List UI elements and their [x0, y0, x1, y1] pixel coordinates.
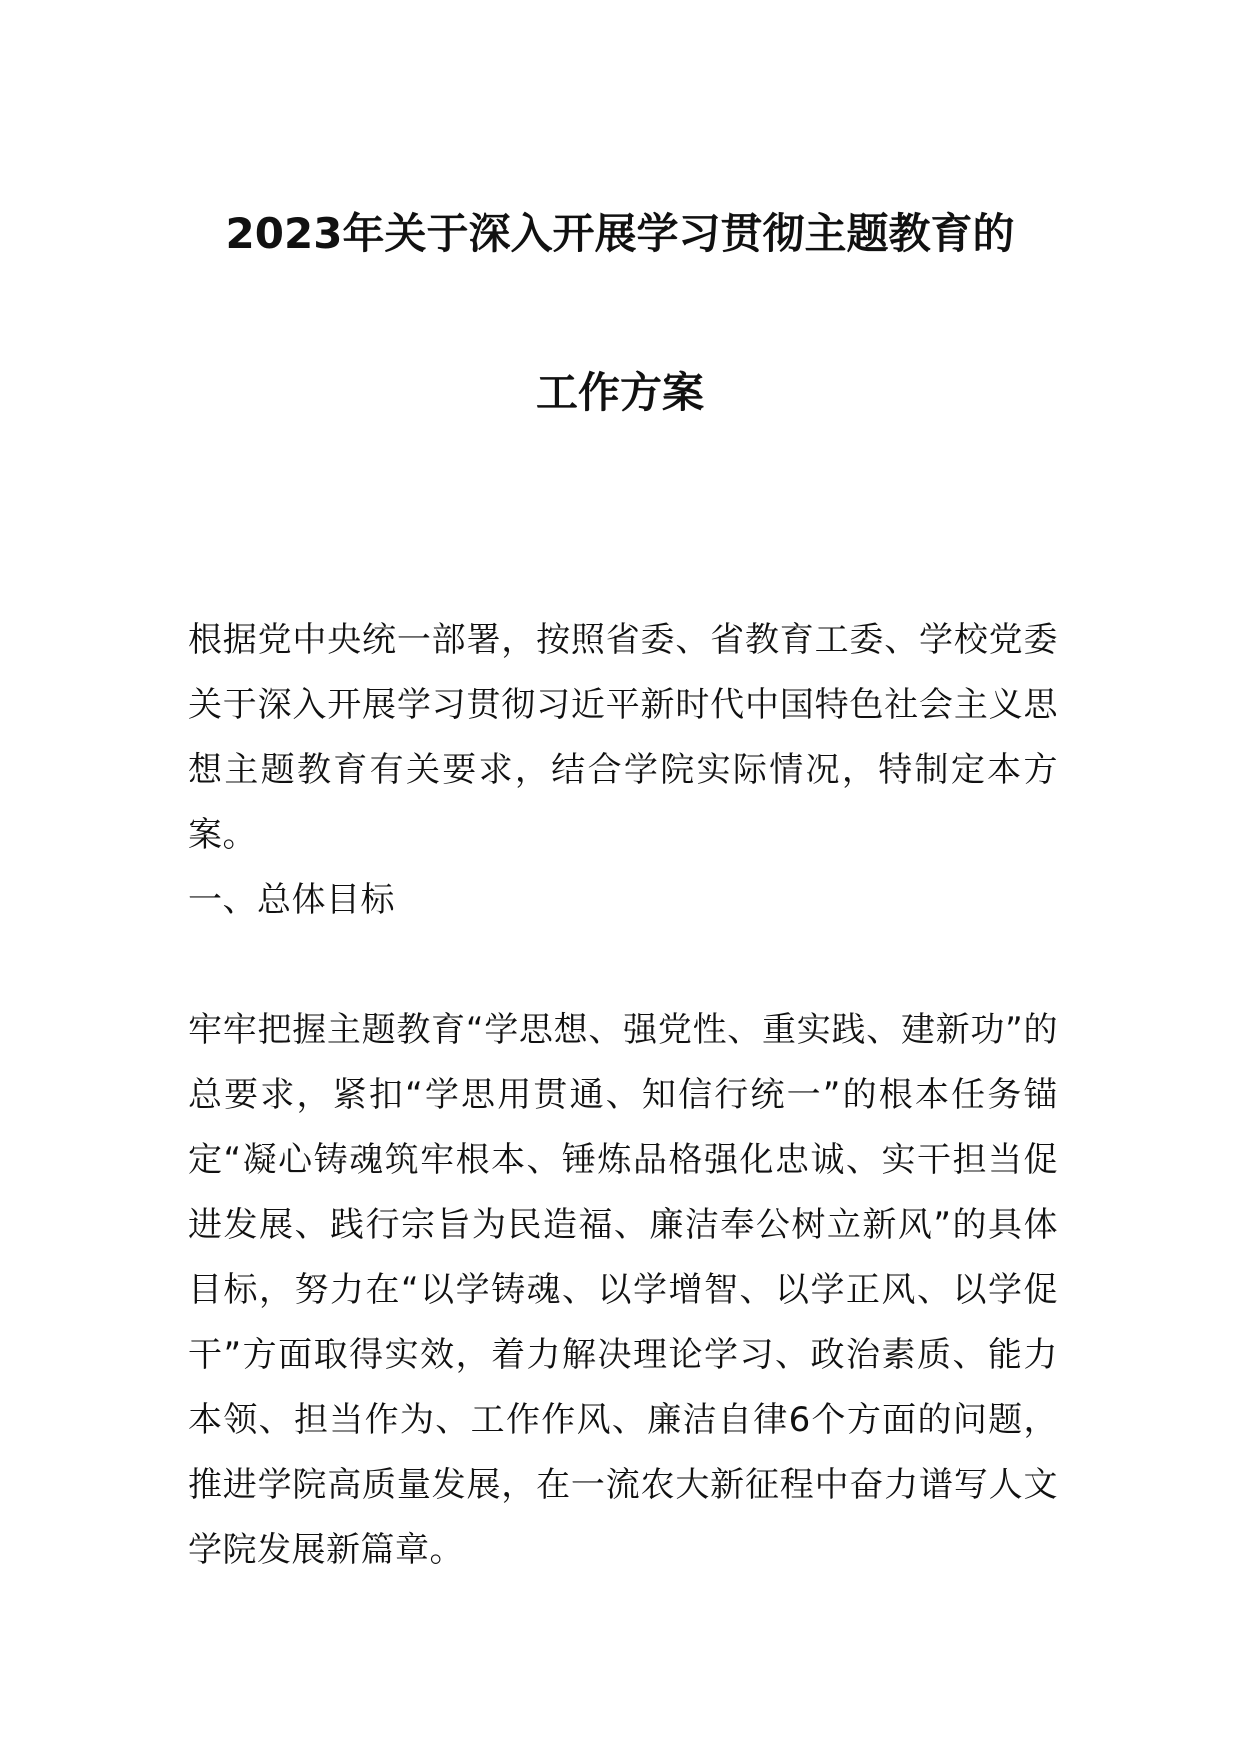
- section-heading-overall-goals: 一、总体目标: [188, 880, 395, 920]
- document-title-line-2: 工作方案: [535, 368, 704, 417]
- intro-paragraph: 根据党中央统一部署，按照省委、省教育工委、学校党委关于深入开展学习贯彻习近平新时代中国特色社会主义思想主题教育有关要求，结合学院实际情况，特制定本方案。: [188, 620, 1058, 855]
- section-paragraph-overall-goals: 牢牢把握主题教育“学思想、强党性、重实践、建新功”的总要求，紧扣“学思用贯通、知信行统一”的根本任务锚定“凝心铸魂筑牢根本、锤炼品格强化忠诚、实干担当促进发展、践行宗旨为民造福、廉洁奉公树立新风”的具体目标，努力在“以学铸魂、以学增智、以学正风、以学促干”方面取得实效，着力解决理论学习、政治素质、能力本领、担当作为、工作作风、廉洁自律6个方面的问题，推进学院高质量发展，在一流农大新征程中奋力谱写人文学院发展新篇章。: [188, 1010, 1058, 1570]
- document-title-line-1: 2023年关于深入开展学习贯彻主题教育的: [225, 209, 1015, 258]
